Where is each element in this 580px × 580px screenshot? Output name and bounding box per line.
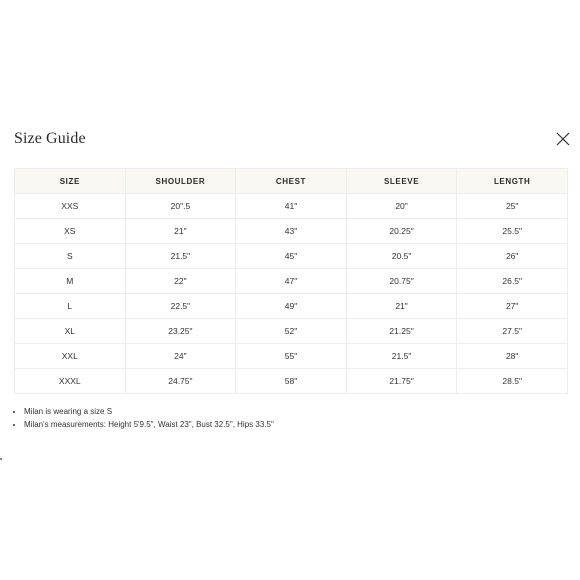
cell-length: 25"	[457, 194, 568, 219]
cell-size: XXXL	[15, 369, 126, 394]
table-row	[15, 269, 568, 294]
cell-shoulder: 20".5	[125, 194, 236, 219]
cell-size: XS	[15, 219, 126, 244]
close-icon	[555, 131, 571, 147]
cell-length: 25.5"	[457, 219, 568, 244]
note-size-worn: • Milan is wearing a size S	[24, 405, 274, 418]
cell-shoulder: 24.75"	[125, 369, 236, 394]
cell-shoulder: 24"	[125, 344, 236, 369]
cell-length: 27"	[457, 294, 568, 319]
cell-chest: 52"	[236, 319, 347, 344]
cell-size: XXS	[15, 194, 126, 219]
cell-size: XXL	[15, 344, 126, 369]
cell-length: 28"	[457, 344, 568, 369]
cell-shoulder: 21"	[125, 219, 236, 244]
column-header-size: SIZE	[15, 169, 126, 194]
note-measurements: • Milan's measurements: Height 5'9.5", Waist 23", Bust 32.5", Hips 33.5"	[24, 418, 274, 431]
cell-sleeve: 21.25"	[346, 319, 457, 344]
cell-shoulder: 21.5"	[125, 244, 236, 269]
cell-shoulder: 22"	[125, 269, 236, 294]
size-table	[14, 168, 568, 394]
table-row	[15, 219, 568, 244]
table-header-row	[15, 169, 568, 194]
column-header-length: LENGTH	[457, 169, 568, 194]
column-header-shoulder: SHOULDER	[125, 169, 236, 194]
table-row	[15, 294, 568, 319]
table-row	[15, 319, 568, 344]
table-row	[15, 344, 568, 369]
cell-chest: 47"	[236, 269, 347, 294]
cell-length: 28.5"	[457, 369, 568, 394]
cell-size: XL	[15, 319, 126, 344]
cell-sleeve: 20.5"	[346, 244, 457, 269]
cell-sleeve: 21"	[346, 294, 457, 319]
cell-length: 27.5"	[457, 319, 568, 344]
cell-sleeve: 20.75"	[346, 269, 457, 294]
cell-chest: 45"	[236, 244, 347, 269]
cell-size: L	[15, 294, 126, 319]
cell-length: 26"	[457, 244, 568, 269]
column-header-chest: CHEST	[236, 169, 347, 194]
cell-shoulder: 22.5"	[125, 294, 236, 319]
cell-shoulder: 23.25"	[125, 319, 236, 344]
cell-sleeve: 20.25"	[346, 219, 457, 244]
cell-size: S	[15, 244, 126, 269]
table-row	[15, 244, 568, 269]
model-notes-list	[12, 405, 274, 431]
cell-chest: 58"	[236, 369, 347, 394]
edge-marker	[0, 458, 2, 460]
modal-title: Size Guide	[14, 130, 86, 147]
cell-size: M	[15, 269, 126, 294]
cell-chest: 55"	[236, 344, 347, 369]
column-header-sleeve: SLEEVE	[346, 169, 457, 194]
cell-sleeve: 21.5"	[346, 344, 457, 369]
close-button[interactable]	[555, 131, 571, 147]
table-row	[15, 194, 568, 219]
cell-length: 26.5"	[457, 269, 568, 294]
cell-sleeve: 21.75"	[346, 369, 457, 394]
table-row	[15, 369, 568, 394]
cell-chest: 41"	[236, 194, 347, 219]
cell-sleeve: 20"	[346, 194, 457, 219]
cell-chest: 43"	[236, 219, 347, 244]
cell-chest: 49"	[236, 294, 347, 319]
